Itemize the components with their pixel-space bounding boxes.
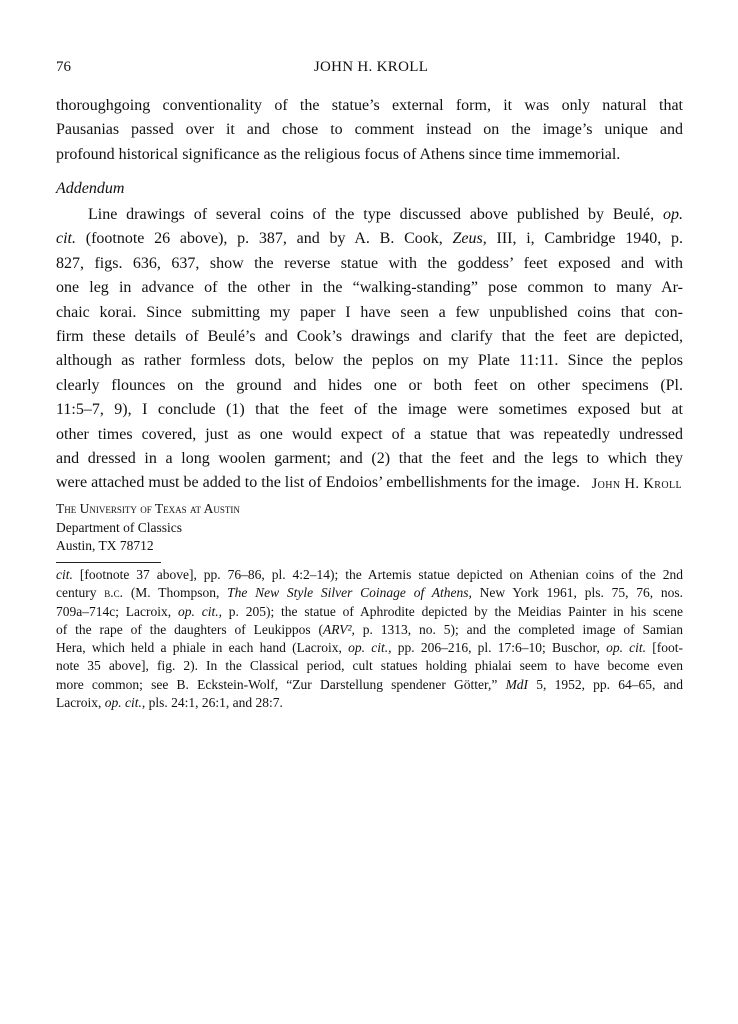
- author-affiliation: [56, 500, 240, 556]
- footnote-line: cit. [footnote 37 above], pp. 76–86, pl. 4:2–14); the Artemis statue depicted on Athenian coins of the 2nd: [56, 567, 684, 582]
- text-line: profound historical significance as the religious focus of Athens since time immemorial.: [56, 145, 621, 163]
- text-line: and dressed in a long woolen garment; and (2) that the feet and the legs to which they: [56, 450, 683, 468]
- address-city: Austin, TX 78712: [56, 538, 154, 553]
- text-line: one leg in advance of the other in the “walking-standing” pose common to many Ar-: [56, 279, 683, 297]
- footnote-rule: [56, 562, 161, 563]
- running-title: JOHN H. KROLL: [313, 59, 429, 75]
- text-line: although as rather formless dots, below the peplos on my Plate 11:11. Since the peplos: [56, 352, 683, 370]
- footnote-line: more common; see B. Eckstein-Wolf, “Zur Darstellung spendener Götter,” MdI 5, 1952, pp. 64–65, and: [56, 676, 683, 692]
- page-number: 76: [56, 59, 71, 75]
- text-line: 827, figs. 636, 637, show the reverse statue with the goddess’ feet exposed and with: [56, 254, 683, 272]
- addendum-paragraph: [56, 203, 683, 496]
- text-line: were attached must be added to the list of Endoios’ embellishments for the image.: [56, 474, 580, 492]
- running-head: [56, 59, 686, 79]
- text-line: Line drawings of several coins of the type discussed above published by Beulé, op.: [88, 206, 684, 223]
- addendum-heading: Addendum: [56, 180, 125, 197]
- footnote-line: of the rape of the daughters of Leukippos (ARV², p. 1313, no. 5); and the completed image of Samian: [56, 621, 684, 637]
- text-line: Pausanias passed over it and chose to comment instead on the image’s unique and: [56, 121, 683, 139]
- footnote-block: [56, 566, 683, 712]
- footnote-line: Hera, which held a phiale in each hand (Lacroix, op. cit., pp. 206–216, pl. 17:6–10; Buschor, op. cit. [foot-: [56, 640, 684, 656]
- text-line: chaic korai. Since submitting my paper I have seen a few unpublished coins that con-: [56, 303, 683, 321]
- author-signature: John H. Kroll: [591, 476, 682, 492]
- text-line: cit. (footnote 26 above), p. 387, and by A. B. Cook, Zeus, III, i, Cambridge 1940, p.: [56, 230, 684, 248]
- text-line: other times covered, just as one would expect of a statue that was repeatedly undressed: [56, 425, 683, 443]
- text-line: 11:5–7, 9), I conclude (1) that the feet of the image were sometimes exposed but at: [56, 401, 683, 419]
- department-name: Department of Classics: [56, 519, 182, 535]
- footnote-line: century b.c. (M. Thompson, The New Style Silver Coinage of Athens, New York 1961, pls. 75, 76, nos.: [56, 585, 684, 601]
- text-line: thoroughgoing conventionality of the statue’s external form, it was only natural that: [56, 97, 683, 114]
- footnote-line: Lacroix, op. cit., pls. 24:1, 26:1, and 28:7.: [56, 695, 283, 711]
- body-paragraph-continued: [56, 94, 683, 167]
- university-name: The University of Texas at Austin: [56, 501, 240, 516]
- footnote-line: 709a–714c; Lacroix, op. cit., p. 205); the statue of Aphrodite depicted by the Meidias Painter in his scene: [56, 603, 684, 619]
- footnote-line: note 35 above], fig. 2). In the Classical period, cult statues holding phialai seem to have become even: [56, 658, 683, 674]
- text-line: clearly flounces on the ground and hides one or both feet on other specimens (Pl.: [56, 376, 683, 394]
- text-line: firm these details of Beulé’s and Cook’s drawings and clarify that the feet are depicted,: [56, 328, 683, 346]
